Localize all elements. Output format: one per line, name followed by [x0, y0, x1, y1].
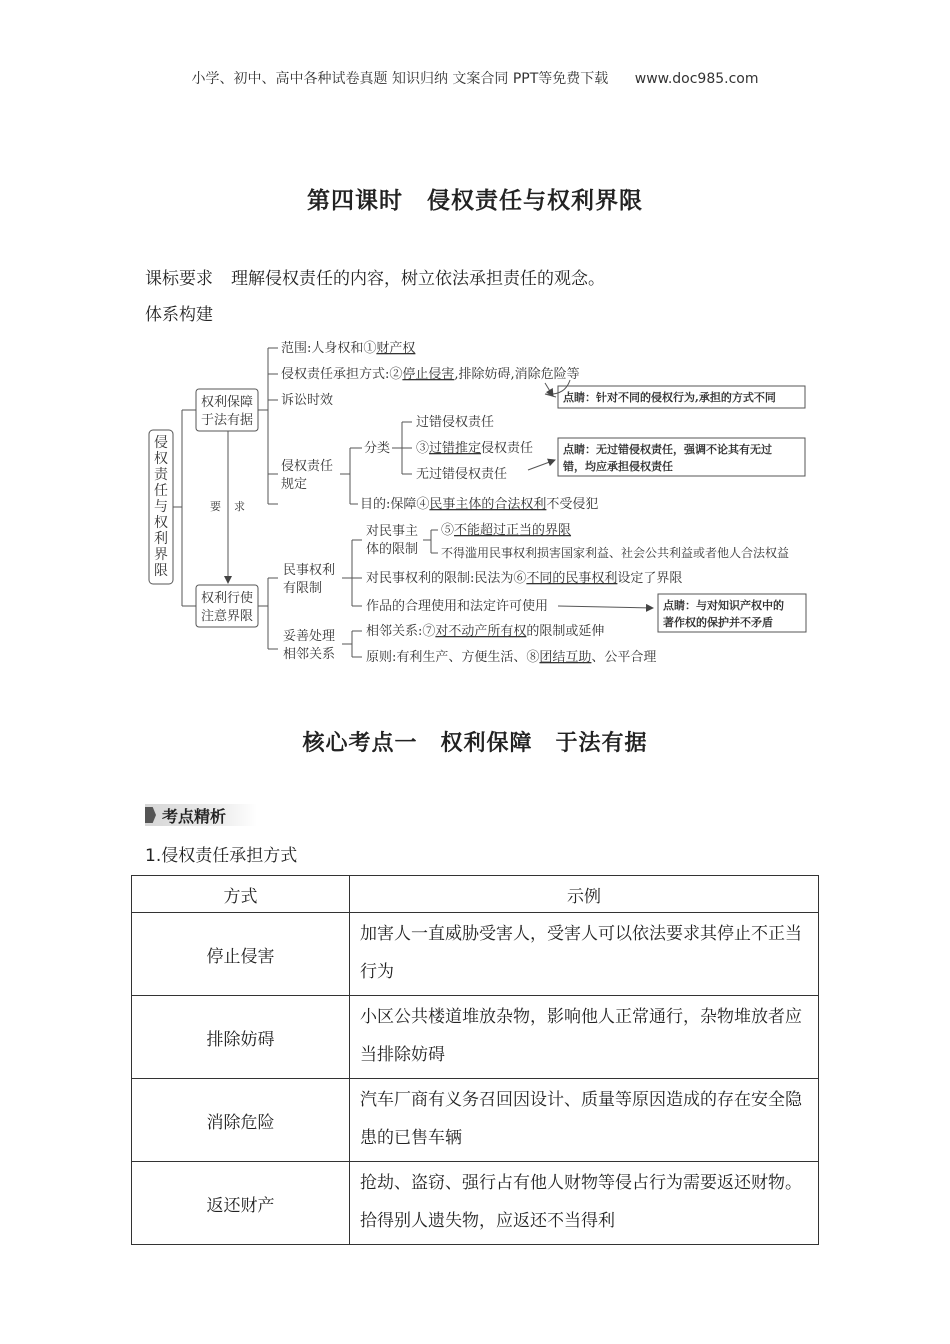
table-row	[132, 1162, 819, 1245]
table-cell-way: 排除妨碍	[132, 996, 350, 1079]
node-class-1: 过错侵权责任	[416, 415, 495, 430]
requirement-label: 课标要求	[145, 269, 213, 289]
subheading: 1.侵权责任承担方式	[145, 846, 298, 866]
table-cell-example: 小区公共楼道堆放杂物，影响他人正常通行，杂物堆放者应当排除妨碍	[350, 996, 819, 1079]
system-label: 体系构建	[145, 305, 213, 325]
node-civil-line1: 民事权利	[283, 563, 336, 578]
node-rule-line2: 规定	[281, 477, 308, 492]
root-char: 与	[154, 499, 168, 515]
requirement-text: 理解侵权责任的内容，树立依法承担责任的观念。	[231, 269, 605, 289]
root-char: 责	[154, 467, 168, 483]
knowledge-mindmap	[140, 334, 820, 674]
note-2-line1: 点睛：无过错侵权责任，强调不论其有无过	[563, 443, 772, 456]
node-neighbour-line2: 相邻关系	[283, 647, 336, 662]
node-civil-line2: 有限制	[283, 581, 323, 596]
section-tag	[145, 804, 257, 826]
table-row	[132, 913, 819, 996]
node-work: 作品的合理使用和法定许可使用	[366, 599, 549, 614]
header-url[interactable]: www.doc985.com	[634, 71, 759, 87]
node-subject-1: ⑤不能超过正当的界限	[441, 523, 572, 538]
node-class-2: ③过错推定侵权责任	[416, 441, 534, 456]
node-class: 分类	[364, 441, 391, 456]
root-char: 任	[154, 483, 168, 499]
connector-label-2: 求	[234, 500, 245, 513]
node-rule-line1: 侵权责任	[281, 459, 334, 474]
node-neighbour-line1: 妥善处理	[283, 629, 336, 644]
root-char: 限	[154, 563, 168, 579]
root-char: 界	[154, 547, 168, 563]
node-right: 对民事权利的限制:民法为⑥不同的民事权利设定了界限	[366, 571, 683, 586]
page-title: 第四课时 侵权责任与权利界限	[307, 188, 643, 214]
branch-2-line2: 注意界限	[201, 609, 254, 624]
node-class-3: 无过错侵权责任	[416, 467, 508, 482]
table-cell-example: 抢劫、盗窃、强行占有他人财物等侵占行为需要返还财物。拾得别人遗失物，应返还不当得利	[350, 1162, 819, 1245]
note-2-line2: 错，均应承担侵权责任	[563, 460, 673, 473]
node-neighbour-2: 原则:有利生产、方便生活、⑧团结互助、公平合理	[366, 650, 657, 665]
node-subject-2: 不得滥用民事权利损害国家利益、社会公共利益或者他人合法权益	[441, 546, 790, 560]
table-cell-example: 加害人一直威胁受害人，受害人可以依法要求其停止不正当行为	[350, 913, 819, 996]
table-row	[132, 996, 819, 1079]
table-header-row	[132, 876, 819, 913]
table-cell-way: 消除危险	[132, 1079, 350, 1162]
page-header	[0, 68, 950, 88]
node-neighbour-1: 相邻关系:⑦对不动产所有权的限制或延伸	[366, 624, 605, 639]
table-header-way: 方式	[132, 876, 350, 913]
root-char: 利	[154, 531, 168, 547]
table-header-example: 示例	[350, 876, 819, 913]
node-scope: 范围:人身权和①财产权	[281, 341, 416, 356]
node-limitation: 诉讼时效	[281, 393, 334, 408]
root-char: 侵	[154, 435, 168, 451]
table-cell-way: 停止侵害	[132, 913, 350, 996]
node-subject-line2: 体的限制	[366, 542, 419, 557]
root-char: 权	[154, 515, 168, 531]
liability-table	[131, 875, 819, 1245]
node-subject-line1: 对民事主	[366, 524, 419, 539]
section-tag-label: 考点精析	[162, 806, 227, 826]
branch-1-line1: 权利保障	[201, 395, 254, 410]
table-row	[132, 1079, 819, 1162]
node-purpose: 目的:保障④民事主体的合法权利不受侵犯	[360, 497, 599, 512]
note-1: 点睛：针对不同的侵权行为,承担的方式不同	[563, 391, 776, 404]
branch-2-line1: 权利行使	[201, 591, 254, 606]
connector-label-1: 要	[210, 500, 221, 513]
header-text: 小学、初中、高中各种试卷真题 知识归纳 文案合同 PPT等免费下载	[191, 71, 609, 87]
tag-marker-icon	[145, 807, 156, 823]
branch-1-line2: 于法有据	[201, 413, 254, 428]
curriculum-requirement	[145, 264, 605, 289]
root-char: 权	[154, 451, 168, 467]
table-cell-way: 返还财产	[132, 1162, 350, 1245]
note-3-line2: 著作权的保护并不矛盾	[663, 616, 773, 629]
note-3-line1: 点睛：与对知识产权中的	[663, 599, 784, 612]
node-way: 侵权责任承担方式:②停止侵害,排除妨碍,消除危险等	[281, 367, 580, 382]
section-title: 核心考点一 权利保障 于法有据	[302, 731, 648, 756]
table-cell-example: 汽车厂商有义务召回因设计、质量等原因造成的存在安全隐患的已售车辆	[350, 1079, 819, 1162]
